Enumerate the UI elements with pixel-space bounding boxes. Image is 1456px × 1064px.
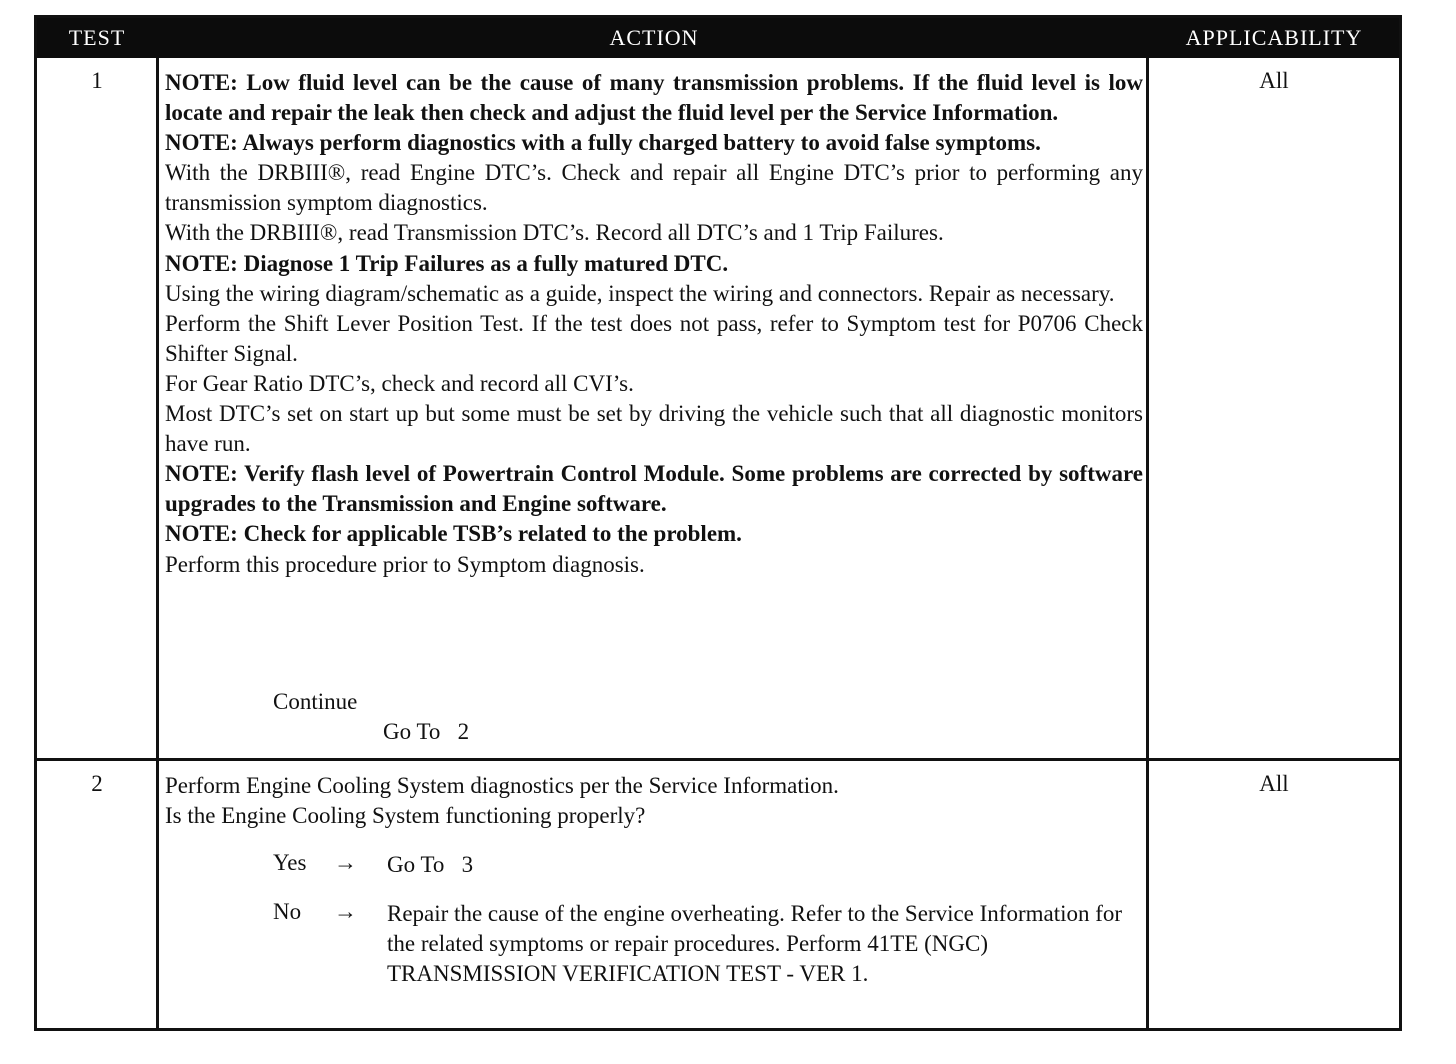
action-line: Perform Engine Cooling System diagnostics per the Service Information. bbox=[165, 773, 839, 798]
action-line: With the DRBIII®, read Transmission DTC’s. Record all DTC’s and 1 Trip Failures. bbox=[165, 220, 944, 246]
applicability-2: All bbox=[1259, 771, 1289, 796]
action-line: NOTE: Verify flash level of Powertrain Control Module. Some problems are corrected by software upgrades to the Transmission and Engine software. bbox=[165, 461, 1143, 517]
continue-label: Continue bbox=[273, 689, 358, 714]
test-number-1: 1 bbox=[91, 68, 103, 93]
action-line: Using the wiring diagram/schematic as a guide, inspect the wiring and connectors. Repair as necessary. bbox=[165, 280, 1115, 306]
row-divider bbox=[37, 758, 1399, 761]
header-action: ACTION bbox=[609, 25, 699, 50]
answer-no-label: No bbox=[273, 899, 302, 924]
action-line: NOTE: Check for applicable TSB’s related to the problem. bbox=[165, 521, 742, 547]
action-line: Perform this procedure prior to Symptom diagnosis. bbox=[165, 551, 645, 577]
header-applicability: APPLICABILITY bbox=[1185, 25, 1363, 50]
goto-step-2: Go To 2 bbox=[383, 719, 470, 744]
column-divider bbox=[156, 58, 159, 1028]
applicability-1: All bbox=[1259, 68, 1289, 93]
table-header bbox=[37, 18, 1399, 58]
action-line: Is the Engine Cooling System functioning properly? bbox=[165, 803, 646, 829]
header-test: TEST bbox=[68, 25, 126, 50]
action-line: NOTE: Diagnose 1 Trip Failures as a fully matured DTC. bbox=[165, 250, 729, 276]
action-cell-2 bbox=[165, 771, 1143, 831]
test-number-2: 2 bbox=[91, 771, 103, 796]
diagnostic-table bbox=[34, 15, 1402, 1031]
action-line: With the DRBIII®, read Engine DTC’s. Check and repair all Engine DTC’s prior to performing any transmission symptom diagnostics. bbox=[165, 160, 1143, 216]
action-line: NOTE: Low fluid level can be the cause of many transmission problems. If the fluid level is low locate and repair the leak then check and adjust the fluid level per the Service Information. bbox=[165, 70, 1143, 126]
arrow-right-icon: → bbox=[334, 899, 357, 924]
action-line: Most DTC’s set on start up but some must be set by driving the vehicle such that all diagnostic monitors have run. bbox=[165, 401, 1143, 457]
arrow-right-icon: → bbox=[334, 850, 357, 875]
action-line: Perform the Shift Lever Position Test. If the test does not pass, refer to Symptom test for P0706 Check Shifter Signal. bbox=[165, 310, 1143, 366]
answer-yes-label: Yes bbox=[273, 850, 307, 875]
answer-yes-text: Go To 3 bbox=[387, 852, 474, 877]
action-line: For Gear Ratio DTC’s, check and record all CVI’s. bbox=[165, 370, 634, 396]
column-divider bbox=[1146, 58, 1149, 1028]
action-cell-1 bbox=[165, 68, 1143, 580]
action-line: NOTE: Always perform diagnostics with a fully charged battery to avoid false symptoms. bbox=[165, 130, 1041, 156]
answer-no-text: Repair the cause of the engine overheating. Refer to the Service Information for the related symptoms or repair procedures. Perform 41TE (NGC) TRANSMISSION VERIFICATION TEST - VER 1. bbox=[387, 901, 1123, 987]
